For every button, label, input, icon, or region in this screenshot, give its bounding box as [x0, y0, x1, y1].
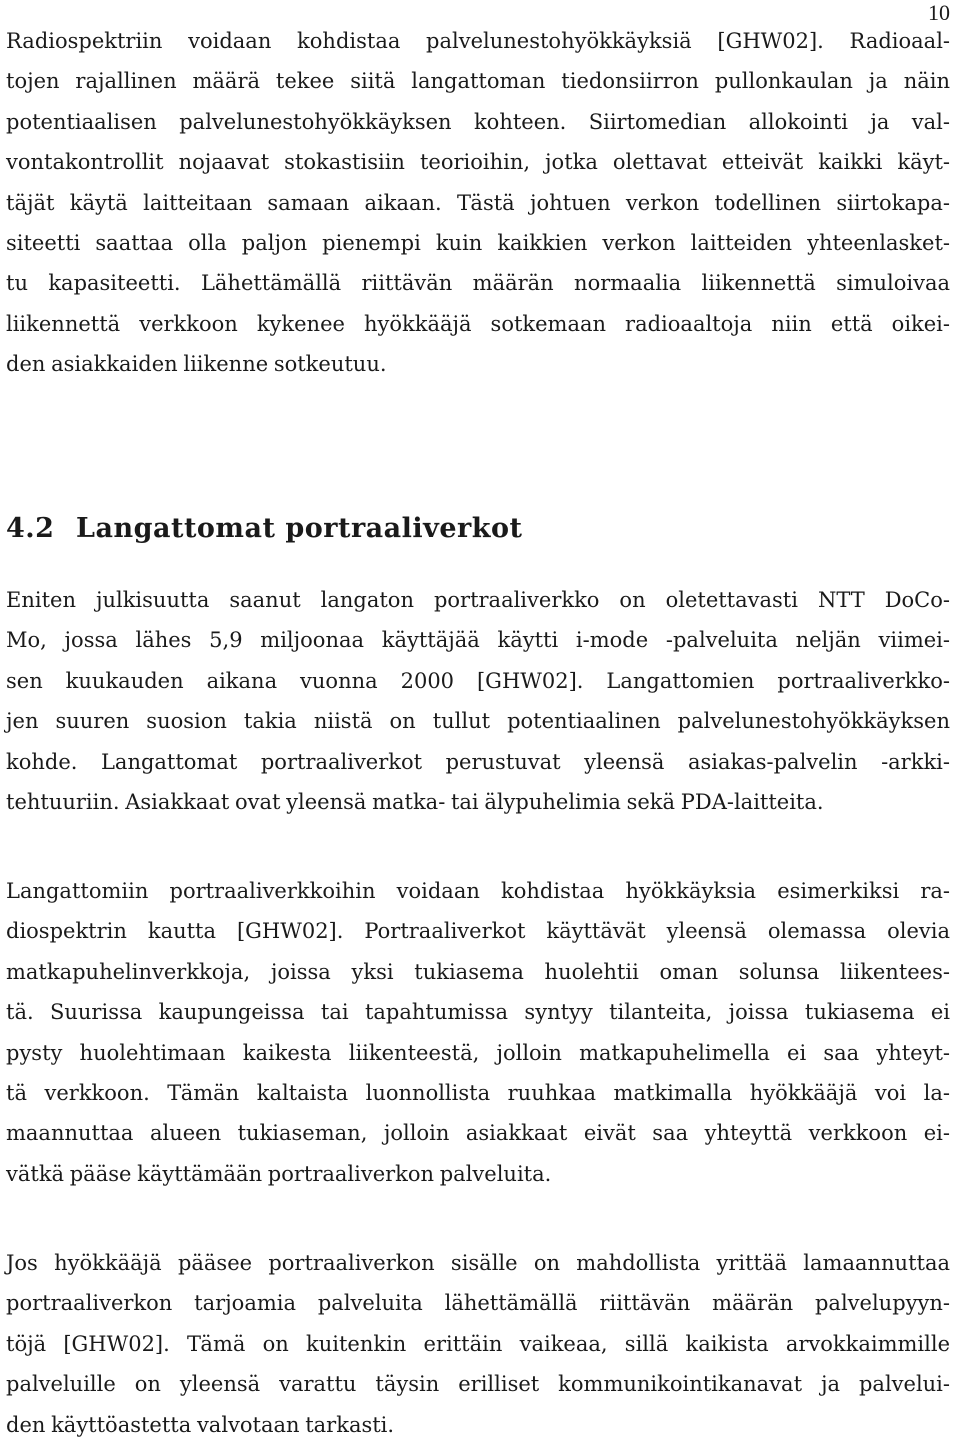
section-number: 4.2: [6, 513, 55, 544]
text-line: Radiospektriin voidaan kohdistaa palvelunestohyökkäyksiä [GHW02]. Radioaal-: [6, 29, 950, 53]
text-line: tä. Suurissa kaupungeissa tai tapahtumissa syntyy tilanteita, joissa tukiasema ei: [6, 1000, 950, 1025]
text-line: matkapuhelinverkkoja, joissa yksi tukiasema huolehtii oman solunsa liikentees-: [6, 959, 950, 984]
text-line: Mo, jossa lähes 5,9 miljoonaa käyttäjää käytti i-mode -palveluita neljän viimei-: [6, 628, 950, 653]
text-line: tä verkkoon. Tämän kaltaista luonnollista ruuhkaa matkimalla hyökkääjä voi la-: [6, 1081, 950, 1106]
text-line: tehtuuriin. Asiakkaat ovat yleensä matka- tai älypuhelimia sekä PDA-laitteita.: [6, 790, 824, 815]
text-line: Eniten julkisuutta saanut langaton portraaliverkko on oletettavasti NTT DoCo-: [6, 588, 950, 612]
text-line: liikennettä verkkoon kykenee hyökkääjä sotkemaan radioaaltoja niin että oikei-: [6, 311, 950, 336]
text-line: den käyttöastetta valvotaan tarkasti.: [6, 1412, 395, 1437]
text-line: vätkä pääse käyttämään portraaliverkon palveluita.: [6, 1161, 552, 1186]
section-title: Langattomat portraaliverkot: [76, 513, 523, 544]
paragraph-2: [6, 580, 950, 822]
text-line: pysty huolehtimaan kaikesta liikenteestä, jolloin matkapuhelimella ei saa yhteyt-: [6, 1040, 950, 1065]
text-line: Jos hyökkääjä pääsee portraaliverkon sisälle on mahdollista yrittää lamaannuttaa: [6, 1251, 950, 1275]
text-line: Langattomiin portraaliverkkoihin voidaan kohdistaa hyökkäyksia esimerkiksi ra-: [6, 879, 950, 903]
text-line: den asiakkaiden liikenne sotkeutuu.: [6, 352, 387, 377]
text-line: diospektrin kautta [GHW02]. Portraaliverkot käyttävät yleensä olemassa olevia: [6, 919, 950, 944]
paragraph-3: [6, 871, 950, 1194]
text-line: kohde. Langattomat portraaliverkot perustuvat yleensä asiakas-palvelin -arkki-: [6, 749, 950, 774]
text-line: vontakontrollit nojaavat stokastisiin teorioihin, jotka olettavat etteivät kaikki käyt-: [6, 150, 950, 175]
text-line: sen kuukauden aikana vuonna 2000 [GHW02]. Langattomien portraaliverkko-: [6, 668, 950, 693]
text-line: tu kapasiteetti. Lähettämällä riittävän määrän normaalia liikennettä simuloivaa: [6, 271, 950, 296]
paragraph-4: [6, 1243, 950, 1445]
paragraph-1: [6, 21, 950, 385]
text-line: tojen rajallinen määrä tekee siitä langattoman tiedonsiirron pullonkaulan ja näin: [6, 69, 950, 94]
text-line: töjä [GHW02]. Tämä on kuitenkin erittäin vaikeaa, sillä kaikista arvokkaimmille: [6, 1331, 950, 1356]
text-line: siteetti saattaa olla paljon pienempi kuin kaikkien verkon laitteiden yhteenlasket-: [6, 231, 950, 256]
section-heading: [6, 509, 522, 549]
text-line: jen suuren suosion takia niistä on tullut potentiaalinen palvelunestohyökkäyksen: [6, 709, 950, 734]
page-number: 10: [928, 0, 950, 25]
text-line: portraaliverkon tarjoamia palveluita lähettämällä riittävän määrän palvelupyyn-: [6, 1291, 950, 1316]
text-line: maannuttaa alueen tukiaseman, jolloin asiakkaat eivät saa yhteyttä verkkoon ei-: [6, 1121, 950, 1146]
text-line: palveluille on yleensä varattu täysin erilliset kommunikointikanavat ja palvelui-: [6, 1372, 950, 1397]
text-line: potentiaalisen palvelunestohyökkäyksen kohteen. Siirtomedian allokointi ja val-: [6, 109, 950, 134]
text-line: täjät käytä laitteitaan samaan aikaan. Tästä johtuen verkon todellinen siirtokapa-: [6, 190, 950, 215]
